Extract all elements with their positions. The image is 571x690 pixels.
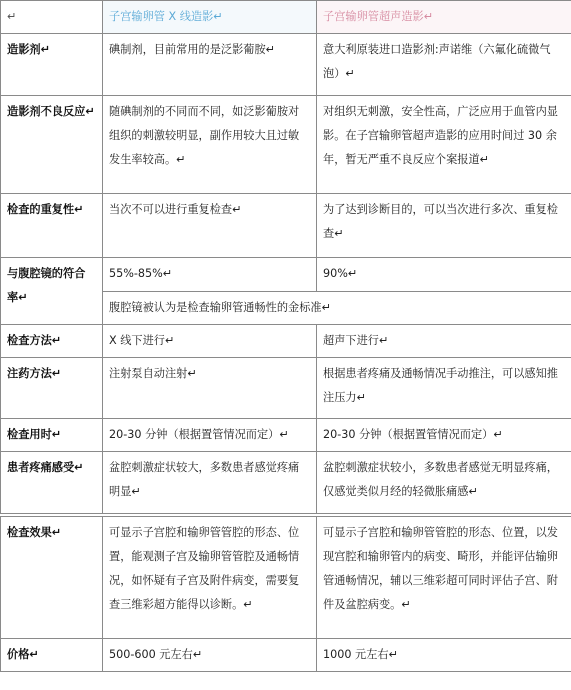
cell-ultrasound: 根据患者疼痛及通畅情况手动推注，可以感知推注压力↵ bbox=[317, 358, 571, 419]
cell-xray: X 线下进行↵ bbox=[103, 325, 317, 358]
cell-ultrasound: 为了达到诊断目的，可以当次进行多次、重复检查↵ bbox=[317, 194, 571, 258]
cell-xray: 注射泵自动注射↵ bbox=[103, 358, 317, 419]
table-row bbox=[1, 96, 571, 194]
table-row bbox=[1, 517, 571, 639]
row-label: 检查用时↵ bbox=[1, 419, 103, 452]
row-label: 检查方法↵ bbox=[1, 325, 103, 358]
cell-ultrasound: 20-30 分钟（根据置管情况而定）↵ bbox=[317, 419, 571, 452]
table-row bbox=[1, 194, 571, 258]
row-label: 检查的重复性↵ bbox=[1, 194, 103, 258]
cell-ultrasound: 对组织无刺激，安全性高，广泛应用于血管内显影。在子宫输卵管超声造影的应用时间过 30 余年，暂无严重不良反应个案报道↵ bbox=[317, 96, 571, 194]
row-label: 检查效果↵ bbox=[1, 517, 103, 639]
row-label: 价格↵ bbox=[1, 639, 103, 672]
row-label: 造影剂↵ bbox=[1, 34, 103, 96]
row-label: 患者疼痛感受↵ bbox=[1, 452, 103, 514]
header-row bbox=[1, 1, 571, 34]
row-label: 注药方法↵ bbox=[1, 358, 103, 419]
row-label: 造影剂不良反应↵ bbox=[1, 96, 103, 194]
cell-xray: 55%-85%↵ bbox=[103, 258, 317, 292]
table-row bbox=[1, 258, 571, 292]
cell-xray: 随碘制剂的不同而不同，如泛影葡胺对组织的刺激较明显，副作用较大且过敏发生率较高。↵ bbox=[103, 96, 317, 194]
table-row bbox=[1, 452, 571, 514]
corner-cell: ↵ bbox=[1, 1, 103, 34]
table-row bbox=[1, 419, 571, 452]
cell-xray: 500-600 元左右↵ bbox=[103, 639, 317, 672]
row-label: 与腹腔镜的符合率↵ bbox=[1, 258, 103, 325]
cell-ultrasound: 可显示子宫腔和输卵管管腔的形态、位置，以发现宫腔和输卵管内的病变、畸形，并能评估输卵管通畅情况，辅以三维彩超可同时评估子宫、附件及盆腔病变。↵ bbox=[317, 517, 571, 639]
cell-ultrasound: 90%↵ bbox=[317, 258, 571, 292]
table-row bbox=[1, 358, 571, 419]
cell-ultrasound: 意大利原装进口造影剂:声诺维（六氟化硫微气泡）↵ bbox=[317, 34, 571, 96]
table-row bbox=[1, 34, 571, 96]
cell-xray: 20-30 分钟（根据置管情况而定）↵ bbox=[103, 419, 317, 452]
header-xray: 子宫输卵管 X 线造影↵ bbox=[103, 1, 317, 34]
table-row bbox=[1, 325, 571, 358]
cell-ultrasound: 盆腔刺激症状较小，多数患者感觉无明显疼痛，仅感觉类似月经的轻微胀痛感↵ bbox=[317, 452, 571, 514]
cell-ultrasound: 1000 元左右↵ bbox=[317, 639, 571, 672]
cell-ultrasound: 超声下进行↵ bbox=[317, 325, 571, 358]
gold-standard-note: 腹腔镜被认为是检查输卵管通畅性的金标准↵ bbox=[103, 292, 571, 325]
cell-xray: 碘制剂，目前常用的是泛影葡胺↵ bbox=[103, 34, 317, 96]
cell-xray: 可显示子宫腔和输卵管管腔的形态、位置，能观测子宫及输卵管管腔及通畅情况，如怀疑有子宫及附件病变，需要复查三维彩超方能得以诊断。↵ bbox=[103, 517, 317, 639]
table-row bbox=[1, 639, 571, 672]
header-ultrasound: 子宫输卵管超声造影↵ bbox=[317, 1, 571, 34]
cell-xray: 盆腔刺激症状较大，多数患者感觉疼痛明显↵ bbox=[103, 452, 317, 514]
cell-xray: 当次不可以进行重复检查↵ bbox=[103, 194, 317, 258]
